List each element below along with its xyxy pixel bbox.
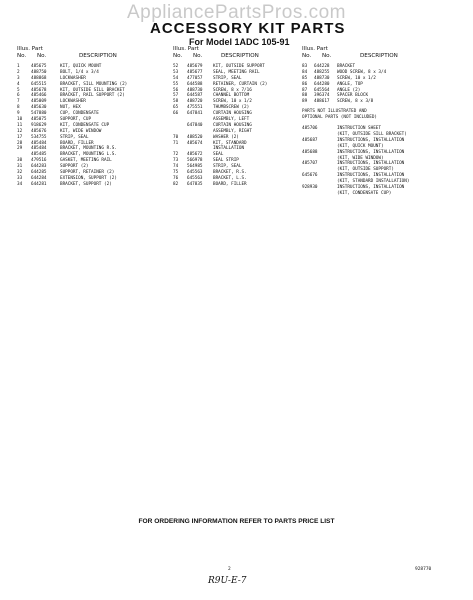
part-description: (KIT, CONDENSATE CUP) (337, 190, 392, 196)
part-description: KIT, STANDARD (213, 140, 247, 146)
part-number: 644285 (31, 170, 47, 176)
part-number: 485676 (31, 128, 47, 134)
part-description: CHANNEL BOTTOM (213, 93, 250, 99)
illus-number: 32 (17, 170, 23, 176)
header-description: DESCRIPTION (221, 53, 259, 59)
part-number: 644228 (314, 64, 330, 69)
part-number: 488520 (187, 134, 203, 140)
part-number: 488868 (31, 75, 47, 81)
ordering-footer: FOR ORDERING INFORMATION REFER TO PARTS PRICE LIST (138, 518, 335, 525)
page-subtitle: For Model 1ADC 105-91 (189, 37, 290, 47)
illus-number: 30 (17, 158, 23, 164)
parts-column-3 (302, 46, 462, 197)
part-description: STRIP, SEAL (213, 75, 242, 81)
part-number: 644283 (31, 164, 47, 170)
illus-number: 57 (173, 93, 179, 99)
watermark: AppliancePartsPros.com (126, 2, 347, 23)
header-description: DESCRIPTION (360, 53, 398, 59)
part-number: 918629 (31, 122, 47, 128)
page-number: 2 (228, 567, 231, 572)
illus-number: 58 (173, 99, 179, 105)
part-number: 479516 (31, 158, 47, 164)
part-description: BOARD, FILLER (60, 140, 94, 146)
part-description: BOLT, 1/4 x 3/4 (60, 69, 99, 75)
part-description: SEAL, MEETING RAIL (213, 69, 260, 75)
part-number: 644281 (31, 181, 47, 187)
part-description: ASSEMBLY, LEFT (213, 117, 250, 123)
part-description: (KIT, QUICK MOUNT) (337, 143, 384, 149)
illus-number: 1 (17, 64, 20, 69)
column-header (17, 46, 162, 64)
illus-number: 10 (17, 117, 23, 123)
part-description: KIT, QUICK MOUNT (60, 64, 102, 69)
part-description: LOCKWASHER (60, 75, 86, 81)
part-description: STRIP, SEAL (213, 164, 242, 170)
part-description: KIT, OUTSIDE SUPPORT (213, 64, 265, 69)
illus-number: 52 (173, 64, 179, 69)
parts-column-1 (17, 46, 162, 188)
illus-number: 28 (17, 140, 23, 146)
part-number: 488720 (187, 99, 203, 105)
part-number: 477057 (187, 75, 203, 81)
illus-number: 66 (173, 111, 179, 117)
part-description: ASSEMBLY, RIGHT (213, 128, 252, 134)
illus-number: 55 (173, 81, 179, 87)
illus-number: 76 (173, 175, 179, 181)
part-description: BRACKET, MOUNTING R.S. (60, 146, 117, 152)
table-row (302, 99, 462, 105)
part-description: BRACKET, SUPPORT (2) (60, 181, 112, 187)
illus-number: 6 (17, 93, 20, 99)
part-number: 645676 (302, 173, 318, 179)
header-illus: Illus. Part (173, 46, 199, 52)
part-number: 485679 (187, 64, 203, 69)
illus-number: 54 (173, 75, 179, 81)
part-description: ANGLE (2) (337, 87, 361, 93)
illus-number: 82 (173, 181, 179, 187)
illus-number: 70 (173, 134, 179, 140)
part-description: ANGLE, TOP (337, 81, 363, 87)
part-number: 475551 (187, 105, 203, 111)
part-number: 645563 (187, 175, 203, 181)
illus-number: 2 (17, 69, 20, 75)
part-description: CUP, CONDENSATE (60, 111, 99, 117)
illus-number: 29 (17, 146, 23, 152)
illus-number: 65 (173, 105, 179, 111)
part-description: INSTRUCTIONS, INSTALLATION (337, 173, 405, 179)
part-number: 488255 (314, 69, 330, 75)
part-number: 485009 (31, 99, 47, 105)
part-description: KIT, OUTSIDE SILL BRACKET (60, 87, 125, 93)
part-number: 485485 (31, 152, 47, 158)
part-number: 647835 (187, 181, 203, 187)
part-number: 644587 (187, 93, 203, 99)
part-description: SCREW, 10 x 1/2 (337, 75, 376, 81)
part-description: SEAL (213, 152, 224, 158)
part-number: 485466 (31, 93, 47, 99)
part-description: KIT, WIDE WINDOW (60, 128, 102, 134)
header-no: No. No. (302, 53, 332, 59)
part-description: SCREW, 8 x 3/8 (337, 99, 374, 105)
part-number: 564985 (187, 164, 203, 170)
header-description: DESCRIPTION (79, 53, 117, 59)
part-number: 647841 (187, 111, 203, 117)
part-description: BRACKET (337, 64, 356, 69)
part-number: 485075 (31, 117, 47, 123)
page-title: ACCESSORY KIT PARTS (150, 20, 346, 37)
illus-number: 88 (302, 93, 308, 99)
header-no: No. No. (173, 53, 203, 59)
part-description: INSTRUCTIONS, INSTALLATION (337, 184, 405, 190)
part-description: WOOD SCREW, 8 x 3/4 (337, 69, 387, 75)
part-description: SCREW, 10 x 1/2 (213, 99, 252, 105)
part-description: EXTENSION, SUPPORT (2) (60, 175, 117, 181)
part-number: 485675 (31, 64, 47, 69)
part-description: CURTAIN HOUSING (213, 122, 252, 128)
handwritten-note: R9U-E-7 (208, 576, 247, 586)
header-illus: Illus. Part (17, 46, 43, 52)
part-description: BRACKET, MOUNTING L.S. (60, 152, 117, 158)
illus-number: 74 (173, 164, 179, 170)
table-row (17, 182, 162, 188)
part-number: 647840 (187, 122, 203, 128)
part-number: 488730 (187, 87, 203, 93)
note-line: PARTS NOT ILLUSTRATED AND (302, 109, 367, 115)
part-description: (KIT, OUTSIDE SUPPORT) (337, 167, 394, 173)
instructions-list (302, 126, 462, 197)
part-number: 645564 (314, 87, 330, 93)
part-description: WASHER (2) (213, 134, 239, 140)
part-description: CURTAIN HOUSING (213, 111, 252, 117)
illus-number: 85 (302, 75, 308, 81)
part-number: 485672 (187, 152, 203, 158)
illus-number: 9 (17, 111, 20, 117)
part-number: 485677 (187, 69, 203, 75)
part-number: 645515 (31, 81, 47, 87)
part-number: 488730 (314, 75, 330, 81)
part-description: SUPPORT, RETAINER (2) (60, 170, 115, 176)
part-number: 485707 (302, 161, 318, 167)
part-number: 485630 (31, 105, 47, 111)
illus-number: 8 (17, 105, 20, 111)
part-number: 485484 (31, 140, 47, 146)
part-number: 485706 (302, 126, 318, 132)
header-illus: Illus. Part (302, 46, 328, 52)
part-number: 485484 (31, 146, 47, 152)
illus-number: 7 (17, 99, 20, 105)
part-description: SPACER BLOCK (337, 93, 369, 99)
illus-number: 33 (17, 175, 23, 181)
illus-number: 17 (17, 134, 23, 140)
document-number: 928770 (415, 567, 432, 572)
part-description: BRACKET, R.S. (213, 170, 247, 176)
part-description: INSTRUCTION SHEET (337, 126, 381, 132)
illus-number: 89 (302, 99, 308, 105)
part-description: SUPPORT (2) (60, 164, 89, 170)
illus-number: 4 (17, 81, 20, 87)
part-number: 488617 (314, 99, 330, 105)
column-header (173, 46, 288, 64)
part-number: 485688 (302, 149, 318, 155)
parts-list (173, 64, 288, 188)
part-description: SCREW, 8 x 7/16 (213, 87, 252, 93)
part-description: BRACKET, RAIL SUPPORT (2) (60, 93, 125, 99)
part-description: SUPPORT, CUP (60, 117, 92, 123)
part-number: 644588 (187, 81, 203, 87)
illus-number: 84 (302, 69, 308, 75)
part-description: BRACKET, L.S. (213, 175, 247, 181)
parts-list (302, 64, 462, 105)
illus-number: 87 (302, 87, 308, 93)
illus-number: 31 (17, 164, 23, 170)
part-number: 644284 (31, 175, 47, 181)
part-description: BRACKET, SILL MOUNTING (2) (60, 81, 128, 87)
header-no: No. No. (17, 53, 47, 59)
table-row (302, 191, 462, 197)
not-illustrated-note (302, 109, 462, 121)
column-header (302, 46, 462, 64)
illus-number: 34 (17, 181, 23, 187)
illus-number: 75 (173, 170, 179, 176)
parts-list (17, 64, 162, 188)
part-description: INSTALLATION (213, 146, 245, 152)
part-description: BOARD, FILLER (213, 181, 247, 187)
illus-number: 71 (173, 140, 179, 146)
illus-number: 11 (17, 122, 23, 128)
illus-number: 83 (302, 64, 308, 69)
part-description: INSTRUCTIONS, INSTALLATION (337, 149, 405, 155)
part-number: 485678 (31, 87, 47, 93)
part-number: 485687 (302, 137, 318, 143)
part-number: 928930 (302, 184, 318, 190)
part-description: STRIP, SEAL (60, 134, 89, 140)
part-number: 566978 (187, 158, 203, 164)
part-description: (KIT, STANDARD INSTALLATION) (337, 179, 410, 185)
illus-number: 53 (173, 69, 179, 75)
part-description: LOCKWASHER (60, 99, 86, 105)
note-line: OPTIONAL PARTS (NOT INCLUDED) (302, 115, 378, 121)
part-number: 547880 (31, 111, 47, 117)
illus-number: 73 (173, 158, 179, 164)
illus-number: 56 (173, 87, 179, 93)
part-description: NUT, HEX (60, 105, 81, 111)
part-number: 534755 (31, 134, 47, 140)
part-description: THUMBSCREW (2) (213, 105, 250, 111)
illus-number: 3 (17, 75, 20, 81)
illus-number: 5 (17, 87, 20, 93)
part-description: INSTRUCTIONS, INSTALLATION (337, 137, 405, 143)
table-row (173, 182, 288, 188)
part-description: KIT, CONDENSATE CUP (60, 122, 110, 128)
part-number: 485674 (187, 140, 203, 146)
part-description: GASKET, MEETING RAIL (60, 158, 112, 164)
part-description: SEAL STRIP (213, 158, 239, 164)
part-description: RETAINER, CURTAIN (2) (213, 81, 268, 87)
part-description: INSTRUCTIONS, INSTALLATION (337, 161, 405, 167)
parts-column-2 (173, 46, 288, 188)
part-description: (KIT, WIDE WINDOW) (337, 155, 384, 161)
part-number: 644280 (314, 81, 330, 87)
part-number: 645563 (187, 170, 203, 176)
illus-number: 86 (302, 81, 308, 87)
part-number: 396374 (314, 93, 330, 99)
illus-number: 12 (17, 128, 23, 134)
part-number: 488750 (31, 69, 47, 75)
illus-number: 72 (173, 152, 179, 158)
part-description: (KIT, OUTSIDE SILL BRACKET) (337, 131, 407, 137)
